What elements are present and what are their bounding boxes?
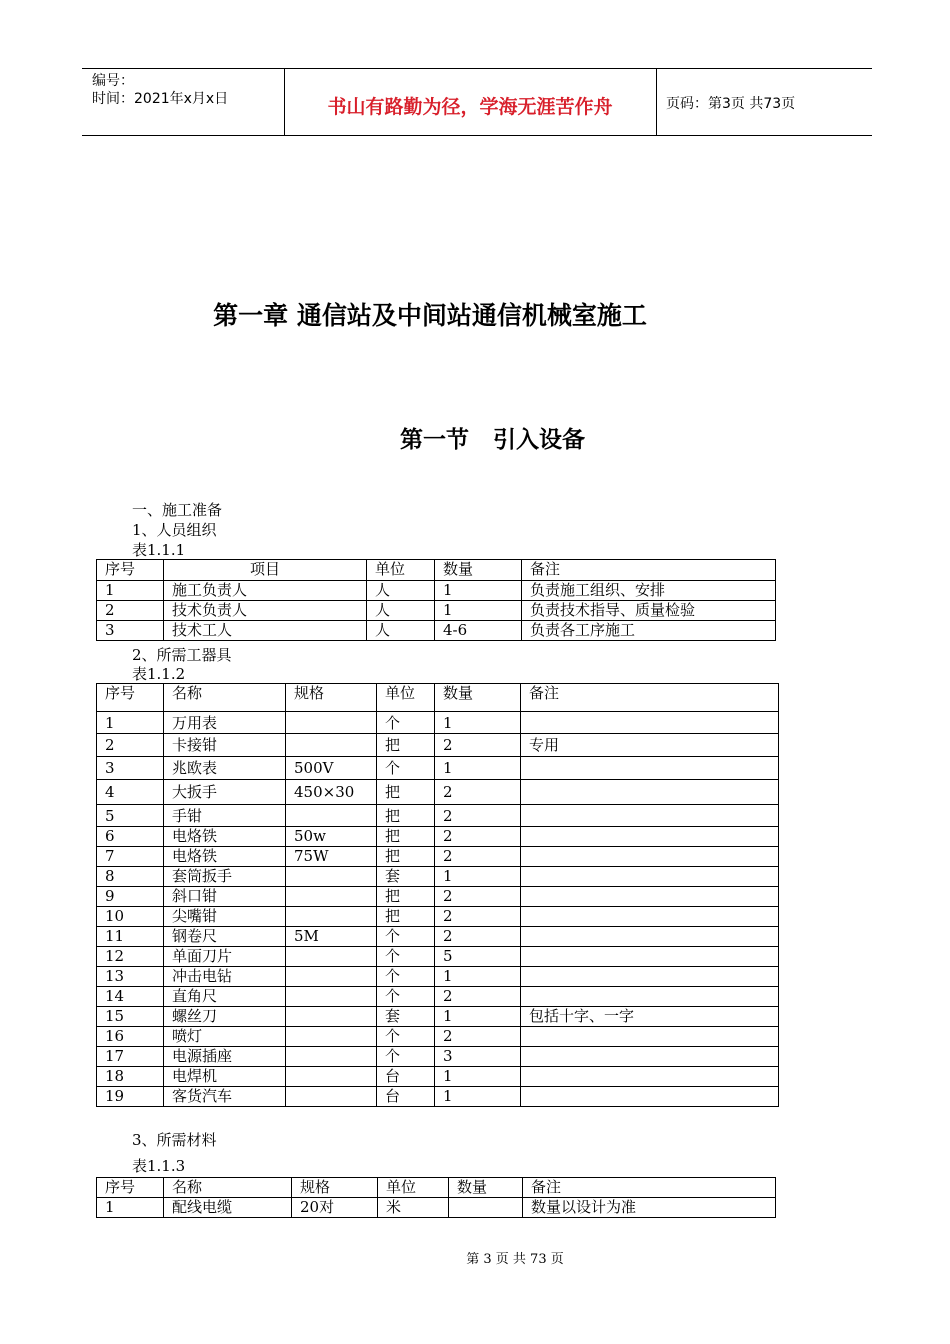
table-cell: 14 [97, 987, 164, 1007]
table-cell: 包括十字、一字 [521, 1007, 779, 1027]
table-cell: 单面刀片 [164, 947, 286, 967]
table-cell: 13 [97, 967, 164, 987]
table-cell: 1 [435, 757, 521, 780]
table-cell: 2 [97, 601, 164, 621]
table-cell: 1 [435, 967, 521, 987]
table-cell: 套 [377, 867, 435, 887]
table-cell: 技术工人 [164, 621, 367, 641]
table-cell: 11 [97, 927, 164, 947]
table-cell: 2 [435, 927, 521, 947]
table-cell: 450×30 [286, 780, 377, 805]
table-cell [286, 1047, 377, 1067]
table-cell: 大扳手 [164, 780, 286, 805]
table-cell: 1 [97, 581, 164, 601]
table-header-cell: 数量 [435, 560, 522, 581]
table-cell [286, 1027, 377, 1047]
table-cell: 冲击电钻 [164, 967, 286, 987]
subheading-personnel: 1、人员组织 [132, 521, 217, 539]
table-header-cell: 数量 [435, 684, 521, 712]
table-row [97, 967, 779, 987]
table-cell: 7 [97, 847, 164, 867]
table-cell: 把 [377, 907, 435, 927]
tools-table [96, 683, 779, 1107]
table-header-cell: 名称 [164, 684, 286, 712]
table-cell: 电烙铁 [164, 847, 286, 867]
table-cell: 数量以设计为准 [523, 1198, 776, 1218]
header-page-label: 页码：第3页 共73页 [666, 96, 796, 112]
table-row [97, 887, 779, 907]
table-cell [449, 1198, 523, 1218]
table-cell [286, 1087, 377, 1107]
table-cell: 负责施工组织、安排 [522, 581, 776, 601]
table-cell: 2 [97, 734, 164, 757]
table-cell: 8 [97, 867, 164, 887]
table-cell: 4-6 [435, 621, 522, 641]
table-cell: 万用表 [164, 712, 286, 734]
table-cell: 2 [435, 1027, 521, 1047]
subheading-materials: 3、所需材料 [132, 1131, 217, 1149]
table-cell: 12 [97, 947, 164, 967]
table-cell: 把 [377, 827, 435, 847]
table-cell: 手钳 [164, 805, 286, 827]
table-header-row [97, 684, 779, 712]
table-cell [286, 987, 377, 1007]
table-row [97, 581, 776, 601]
table-row [97, 1047, 779, 1067]
table-cell: 电烙铁 [164, 827, 286, 847]
table-cell: 16 [97, 1027, 164, 1047]
page-footer: 第 3 页 共 73 页 [466, 1252, 564, 1267]
table-cell: 3 [97, 757, 164, 780]
table-row [97, 1067, 779, 1087]
table-cell [521, 712, 779, 734]
table-cell [521, 827, 779, 847]
table-cell: 1 [435, 1007, 521, 1027]
table-cell: 2 [435, 734, 521, 757]
table-row [97, 1087, 779, 1107]
table-cell: 把 [377, 780, 435, 805]
table-cell [286, 712, 377, 734]
table-cell: 个 [377, 1047, 435, 1067]
table-cell: 套 [377, 1007, 435, 1027]
table-cell: 75W [286, 847, 377, 867]
table-header-cell: 序号 [97, 684, 164, 712]
table-cell: 1 [435, 1087, 521, 1107]
header-divider-right [656, 68, 657, 136]
table-cell: 施工负责人 [164, 581, 367, 601]
table1-caption: 表1.1.1 [132, 541, 186, 559]
table-cell: 负责技术指导、质量检验 [522, 601, 776, 621]
table-row [97, 867, 779, 887]
header-motto: 书山有路勤为径，学海无涯苦作舟 [327, 96, 613, 118]
table-cell [286, 734, 377, 757]
table-row [97, 907, 779, 927]
table-header-cell: 备注 [521, 684, 779, 712]
table-cell: 15 [97, 1007, 164, 1027]
table-cell: 个 [377, 712, 435, 734]
table-cell: 19 [97, 1087, 164, 1107]
table-cell: 20对 [292, 1198, 378, 1218]
subheading-tools: 2、所需工器具 [132, 646, 232, 664]
table-header-row [97, 1178, 776, 1198]
table-row [97, 757, 779, 780]
table-cell: 2 [435, 987, 521, 1007]
table-cell: 个 [377, 987, 435, 1007]
table-cell: 个 [377, 967, 435, 987]
table-cell: 斜口钳 [164, 887, 286, 907]
personnel-table [96, 559, 776, 641]
table-cell [521, 847, 779, 867]
table-cell [521, 780, 779, 805]
table-row [97, 780, 779, 805]
table-cell [521, 907, 779, 927]
table-cell: 6 [97, 827, 164, 847]
table-cell: 3 [435, 1047, 521, 1067]
header-code-label: 编号： [92, 73, 134, 89]
table-row [97, 712, 779, 734]
table-cell: 台 [377, 1087, 435, 1107]
table-cell [286, 887, 377, 907]
table-cell [286, 1007, 377, 1027]
table-cell [286, 947, 377, 967]
table-row [97, 1027, 779, 1047]
table-cell [286, 967, 377, 987]
table-cell: 配线电缆 [164, 1198, 292, 1218]
table-cell: 1 [97, 712, 164, 734]
table-cell: 把 [377, 805, 435, 827]
table-row [97, 734, 779, 757]
table-row [97, 947, 779, 967]
table-header-cell: 序号 [97, 1178, 164, 1198]
table-cell: 把 [377, 887, 435, 907]
table-cell [286, 1067, 377, 1087]
table-row [97, 927, 779, 947]
table-cell: 1 [97, 1198, 164, 1218]
table-cell: 专用 [521, 734, 779, 757]
table-cell: 2 [435, 887, 521, 907]
table-cell: 10 [97, 907, 164, 927]
table-cell: 技术负责人 [164, 601, 367, 621]
table-cell: 客货汽车 [164, 1087, 286, 1107]
table-cell: 17 [97, 1047, 164, 1067]
table-cell: 米 [378, 1198, 449, 1218]
table-cell: 人 [367, 601, 435, 621]
table-header-cell: 单位 [378, 1178, 449, 1198]
table-header-cell: 单位 [377, 684, 435, 712]
table-cell [521, 1087, 779, 1107]
table-cell: 套筒扳手 [164, 867, 286, 887]
table-header-cell: 数量 [449, 1178, 523, 1198]
table3-caption: 表1.1.3 [132, 1157, 186, 1175]
table-row [97, 1007, 779, 1027]
table-cell: 人 [367, 581, 435, 601]
table-cell: 5 [97, 805, 164, 827]
chapter-title: 第一章 通信站及中间站通信机械室施工 [213, 301, 647, 330]
table-cell [521, 987, 779, 1007]
table-cell: 喷灯 [164, 1027, 286, 1047]
table-cell: 50w [286, 827, 377, 847]
table-cell [521, 805, 779, 827]
table-cell: 兆欧表 [164, 757, 286, 780]
table-header-cell: 备注 [523, 1178, 776, 1198]
heading-preparation: 一、施工准备 [132, 501, 223, 519]
table-cell: 2 [435, 780, 521, 805]
table-cell: 9 [97, 887, 164, 907]
table-header-cell: 规格 [286, 684, 377, 712]
table-header-cell: 序号 [97, 560, 164, 581]
table-cell: 个 [377, 1027, 435, 1047]
table-row [97, 987, 779, 1007]
section-title: 第一节 引入设备 [400, 427, 586, 453]
table2-caption: 表1.1.2 [132, 665, 186, 683]
table-cell: 螺丝刀 [164, 1007, 286, 1027]
table-row [97, 621, 776, 641]
table-cell: 1 [435, 601, 522, 621]
table-header-cell: 规格 [292, 1178, 378, 1198]
table-row [97, 827, 779, 847]
header-top-rule [82, 68, 872, 69]
table-cell [286, 867, 377, 887]
table-row [97, 1198, 776, 1218]
table-cell: 卡接钳 [164, 734, 286, 757]
table-cell: 2 [435, 847, 521, 867]
table-cell: 18 [97, 1067, 164, 1087]
table-cell: 尖嘴钳 [164, 907, 286, 927]
table-cell: 500V [286, 757, 377, 780]
table-row [97, 601, 776, 621]
header-time-label: 时间：2021年x月x日 [92, 91, 229, 107]
table-cell [521, 947, 779, 967]
materials-table [96, 1177, 776, 1218]
header-bottom-rule [82, 135, 872, 136]
table-cell: 把 [377, 734, 435, 757]
table-cell [521, 927, 779, 947]
table-cell: 2 [435, 827, 521, 847]
table-cell: 1 [435, 1067, 521, 1087]
table-cell: 直角尺 [164, 987, 286, 1007]
table-cell [286, 805, 377, 827]
table-cell [521, 867, 779, 887]
table-cell [521, 1047, 779, 1067]
table-header-cell: 名称 [164, 1178, 292, 1198]
table-cell: 2 [435, 907, 521, 927]
table-cell: 1 [435, 867, 521, 887]
table-cell [521, 967, 779, 987]
table-cell: 个 [377, 947, 435, 967]
table-cell: 4 [97, 780, 164, 805]
table-cell [521, 1067, 779, 1087]
table-cell: 电焊机 [164, 1067, 286, 1087]
table-header-cell: 项目 [164, 560, 367, 581]
table-header-cell: 备注 [522, 560, 776, 581]
table-header-row [97, 560, 776, 581]
table-header-cell: 单位 [367, 560, 435, 581]
table-cell: 电源插座 [164, 1047, 286, 1067]
table-cell: 1 [435, 712, 521, 734]
table-cell: 人 [367, 621, 435, 641]
table-row [97, 805, 779, 827]
table-cell [286, 907, 377, 927]
table-cell: 负责各工序施工 [522, 621, 776, 641]
table-cell [521, 1027, 779, 1047]
table-cell: 3 [97, 621, 164, 641]
table-cell: 把 [377, 847, 435, 867]
table-cell: 台 [377, 1067, 435, 1087]
table-cell [521, 757, 779, 780]
table-cell: 5 [435, 947, 521, 967]
table-cell: 2 [435, 805, 521, 827]
table-cell: 1 [435, 581, 522, 601]
table-cell: 个 [377, 757, 435, 780]
table-cell: 钢卷尺 [164, 927, 286, 947]
table-cell: 个 [377, 927, 435, 947]
table-cell [521, 887, 779, 907]
table-cell: 5M [286, 927, 377, 947]
table-row [97, 847, 779, 867]
